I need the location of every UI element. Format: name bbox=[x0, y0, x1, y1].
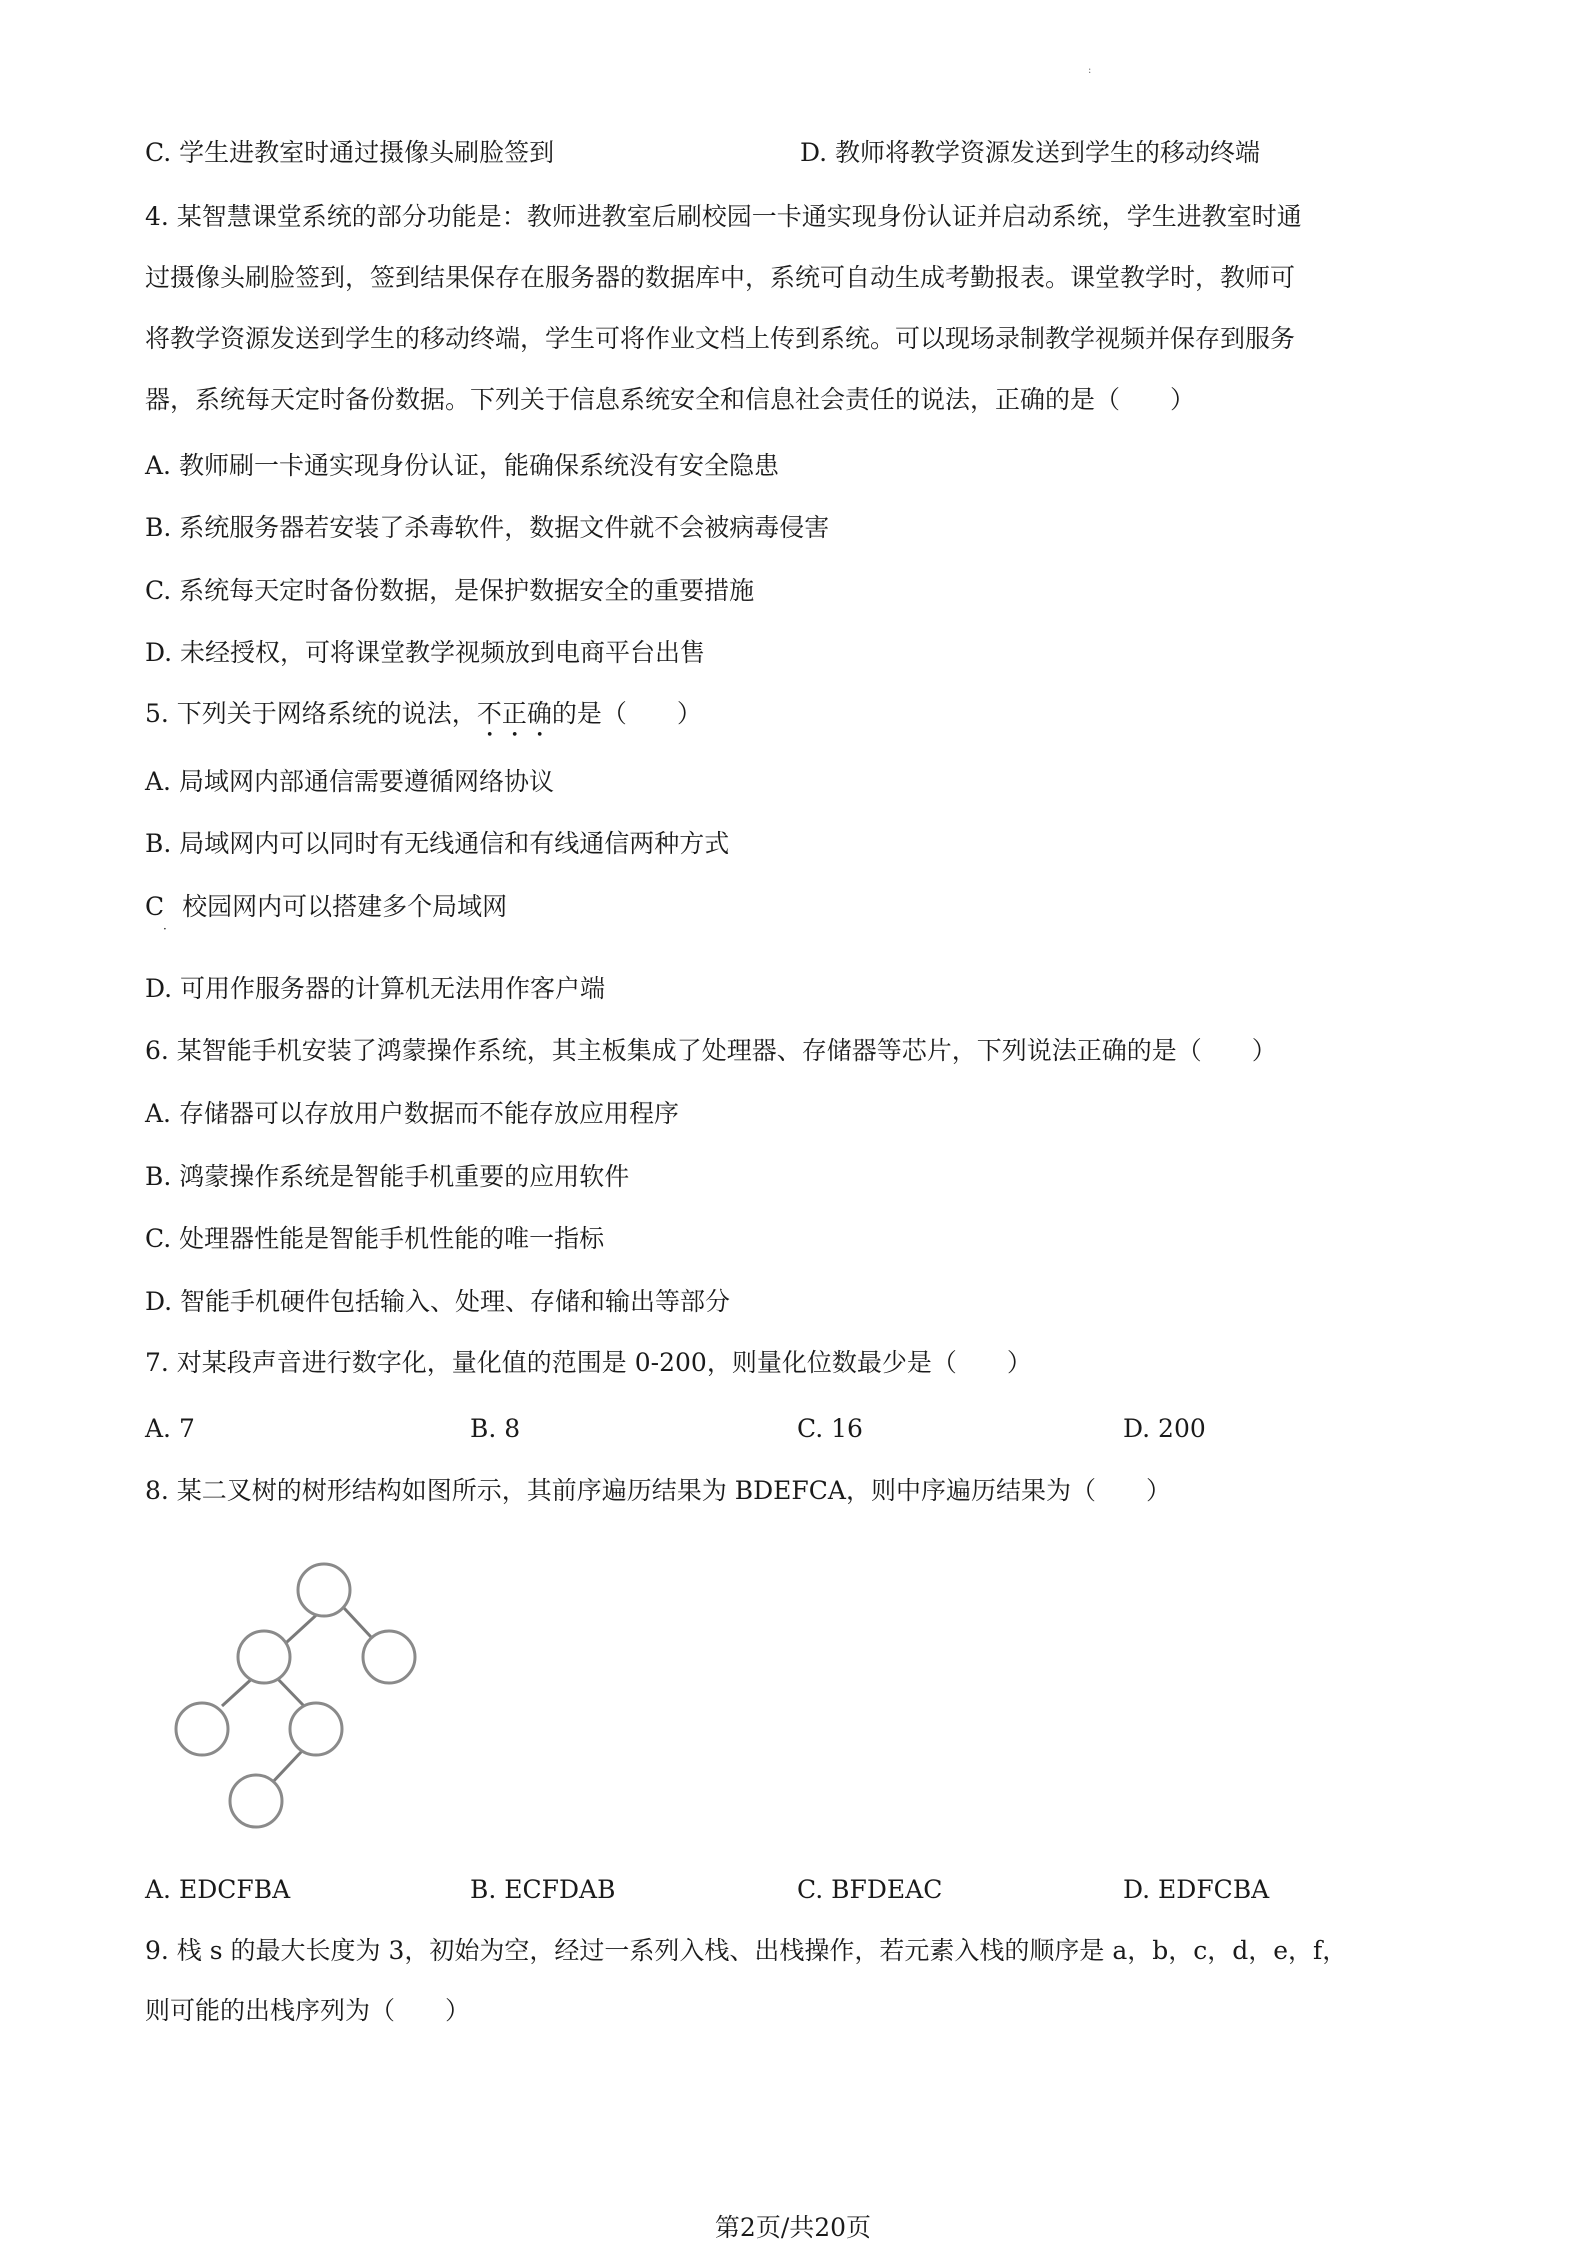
tree-node bbox=[298, 1564, 350, 1616]
q5-stem bbox=[145, 697, 702, 743]
q5-option-a: A. 局域网内部通信需要遵循网络协议 bbox=[145, 767, 554, 796]
q5-option-b: B. 局域网内可以同时有无线通信和有线通信两种方式 bbox=[145, 829, 730, 858]
q8-stem: 8. 某二叉树的树形结构如图所示，其前序遍历结果为 BDEFCA，则中序遍历结果为（ ） bbox=[145, 1476, 1171, 1505]
q8-option-b: B. ECFDAB bbox=[470, 1875, 616, 1904]
q4-stem-line-1: 4. 某智慧课堂系统的部分功能是：教师进教室后刷校园一卡通实现身份认证并启动系统，学生进教室时通 bbox=[145, 202, 1302, 231]
q5-option-c-letter: C bbox=[145, 892, 165, 921]
q6-option-d: D. 智能手机硬件包括输入、处理、存储和输出等部分 bbox=[145, 1287, 731, 1316]
q7-option-a: A. 7 bbox=[145, 1414, 195, 1443]
q6-option-c: C. 处理器性能是智能手机性能的唯一指标 bbox=[145, 1224, 605, 1253]
q8-option-d: D. EDFCBA bbox=[1123, 1875, 1270, 1904]
q5-option-c-text: 校园网内可以搭建多个局域网 bbox=[182, 892, 508, 921]
tree-node bbox=[176, 1703, 228, 1755]
q4-option-d: D. 未经授权，可将课堂教学视频放到电商平台出售 bbox=[145, 638, 706, 667]
tree-node bbox=[238, 1631, 290, 1683]
q6-option-b: B. 鸿蒙操作系统是智能手机重要的应用软件 bbox=[145, 1162, 630, 1191]
q3-option-c: C. 学生进教室时通过摄像头刷脸签到 bbox=[145, 138, 555, 167]
q4-stem-line-4: 器，系统每天定时备份数据。下列关于信息系统安全和信息社会责任的说法，正确的是（ ） bbox=[145, 385, 1196, 414]
q7-option-d: D. 200 bbox=[1123, 1414, 1206, 1443]
q5-option-c bbox=[145, 890, 507, 924]
tree-edge bbox=[270, 1751, 302, 1785]
q7-option-b: B. 8 bbox=[470, 1414, 521, 1443]
q4-stem-line-3: 将教学资源发送到学生的移动终端，学生可将作业文档上传到系统。可以现场录制教学视频并保存到服务 bbox=[145, 324, 1296, 353]
q6-option-a: A. 存储器可以存放用户数据而不能存放应用程序 bbox=[145, 1099, 679, 1128]
page-footer: 第2页/共20页 bbox=[714, 2213, 872, 2242]
q5-option-c-stray-dot: · bbox=[163, 922, 167, 936]
tree-node bbox=[290, 1703, 342, 1755]
q7-option-c: C. 16 bbox=[797, 1414, 863, 1443]
q8-option-a: A. EDCFBA bbox=[145, 1875, 291, 1904]
binary-tree-figure bbox=[160, 1555, 440, 1845]
tree-node bbox=[230, 1775, 282, 1827]
q8-option-c: C. BFDEAC bbox=[797, 1875, 943, 1904]
q5-stem-prefix: 5. 下列关于网络系统的说法， bbox=[145, 699, 477, 728]
q4-option-c: C. 系统每天定时备份数据，是保护数据安全的重要措施 bbox=[145, 576, 755, 605]
q6-stem: 6. 某智能手机安装了鸿蒙操作系统，其主板集成了处理器、存储器等芯片，下列说法正确的是（ ） bbox=[145, 1036, 1277, 1065]
q4-option-a: A. 教师刷一卡通实现身份认证，能确保系统没有安全隐患 bbox=[145, 451, 779, 480]
q5-stem-suffix: 的是（ ） bbox=[551, 699, 702, 728]
q4-option-b: B. 系统服务器若安装了杀毒软件，数据文件就不会被病毒侵害 bbox=[145, 513, 830, 542]
q3-option-d: D. 教师将教学资源发送到学生的移动终端 bbox=[800, 138, 1261, 167]
q9-stem-line-1: 9. 栈 s 的最大长度为 3，初始为空，经过一系列入栈、出栈操作，若元素入栈的顺序是 a，b，c，d，e，f， bbox=[145, 1936, 1348, 1965]
q9-stem-line-2: 则可能的出栈序列为（ ） bbox=[145, 1996, 471, 2025]
q7-stem: 7. 对某段声音进行数字化，量化值的范围是 0-200，则量化位数最少是（ ） bbox=[145, 1348, 1032, 1377]
q5-option-d: D. 可用作服务器的计算机无法用作客户端 bbox=[145, 974, 606, 1003]
q5-stem-emphasis: 不正确 bbox=[476, 699, 552, 728]
q4-stem-line-2: 过摄像头刷脸签到，签到结果保存在服务器的数据库中，系统可自动生成考勤报表。课堂教学时，教师可 bbox=[145, 263, 1296, 292]
tree-node bbox=[363, 1631, 415, 1683]
page-top-mark: : bbox=[1088, 65, 1092, 76]
